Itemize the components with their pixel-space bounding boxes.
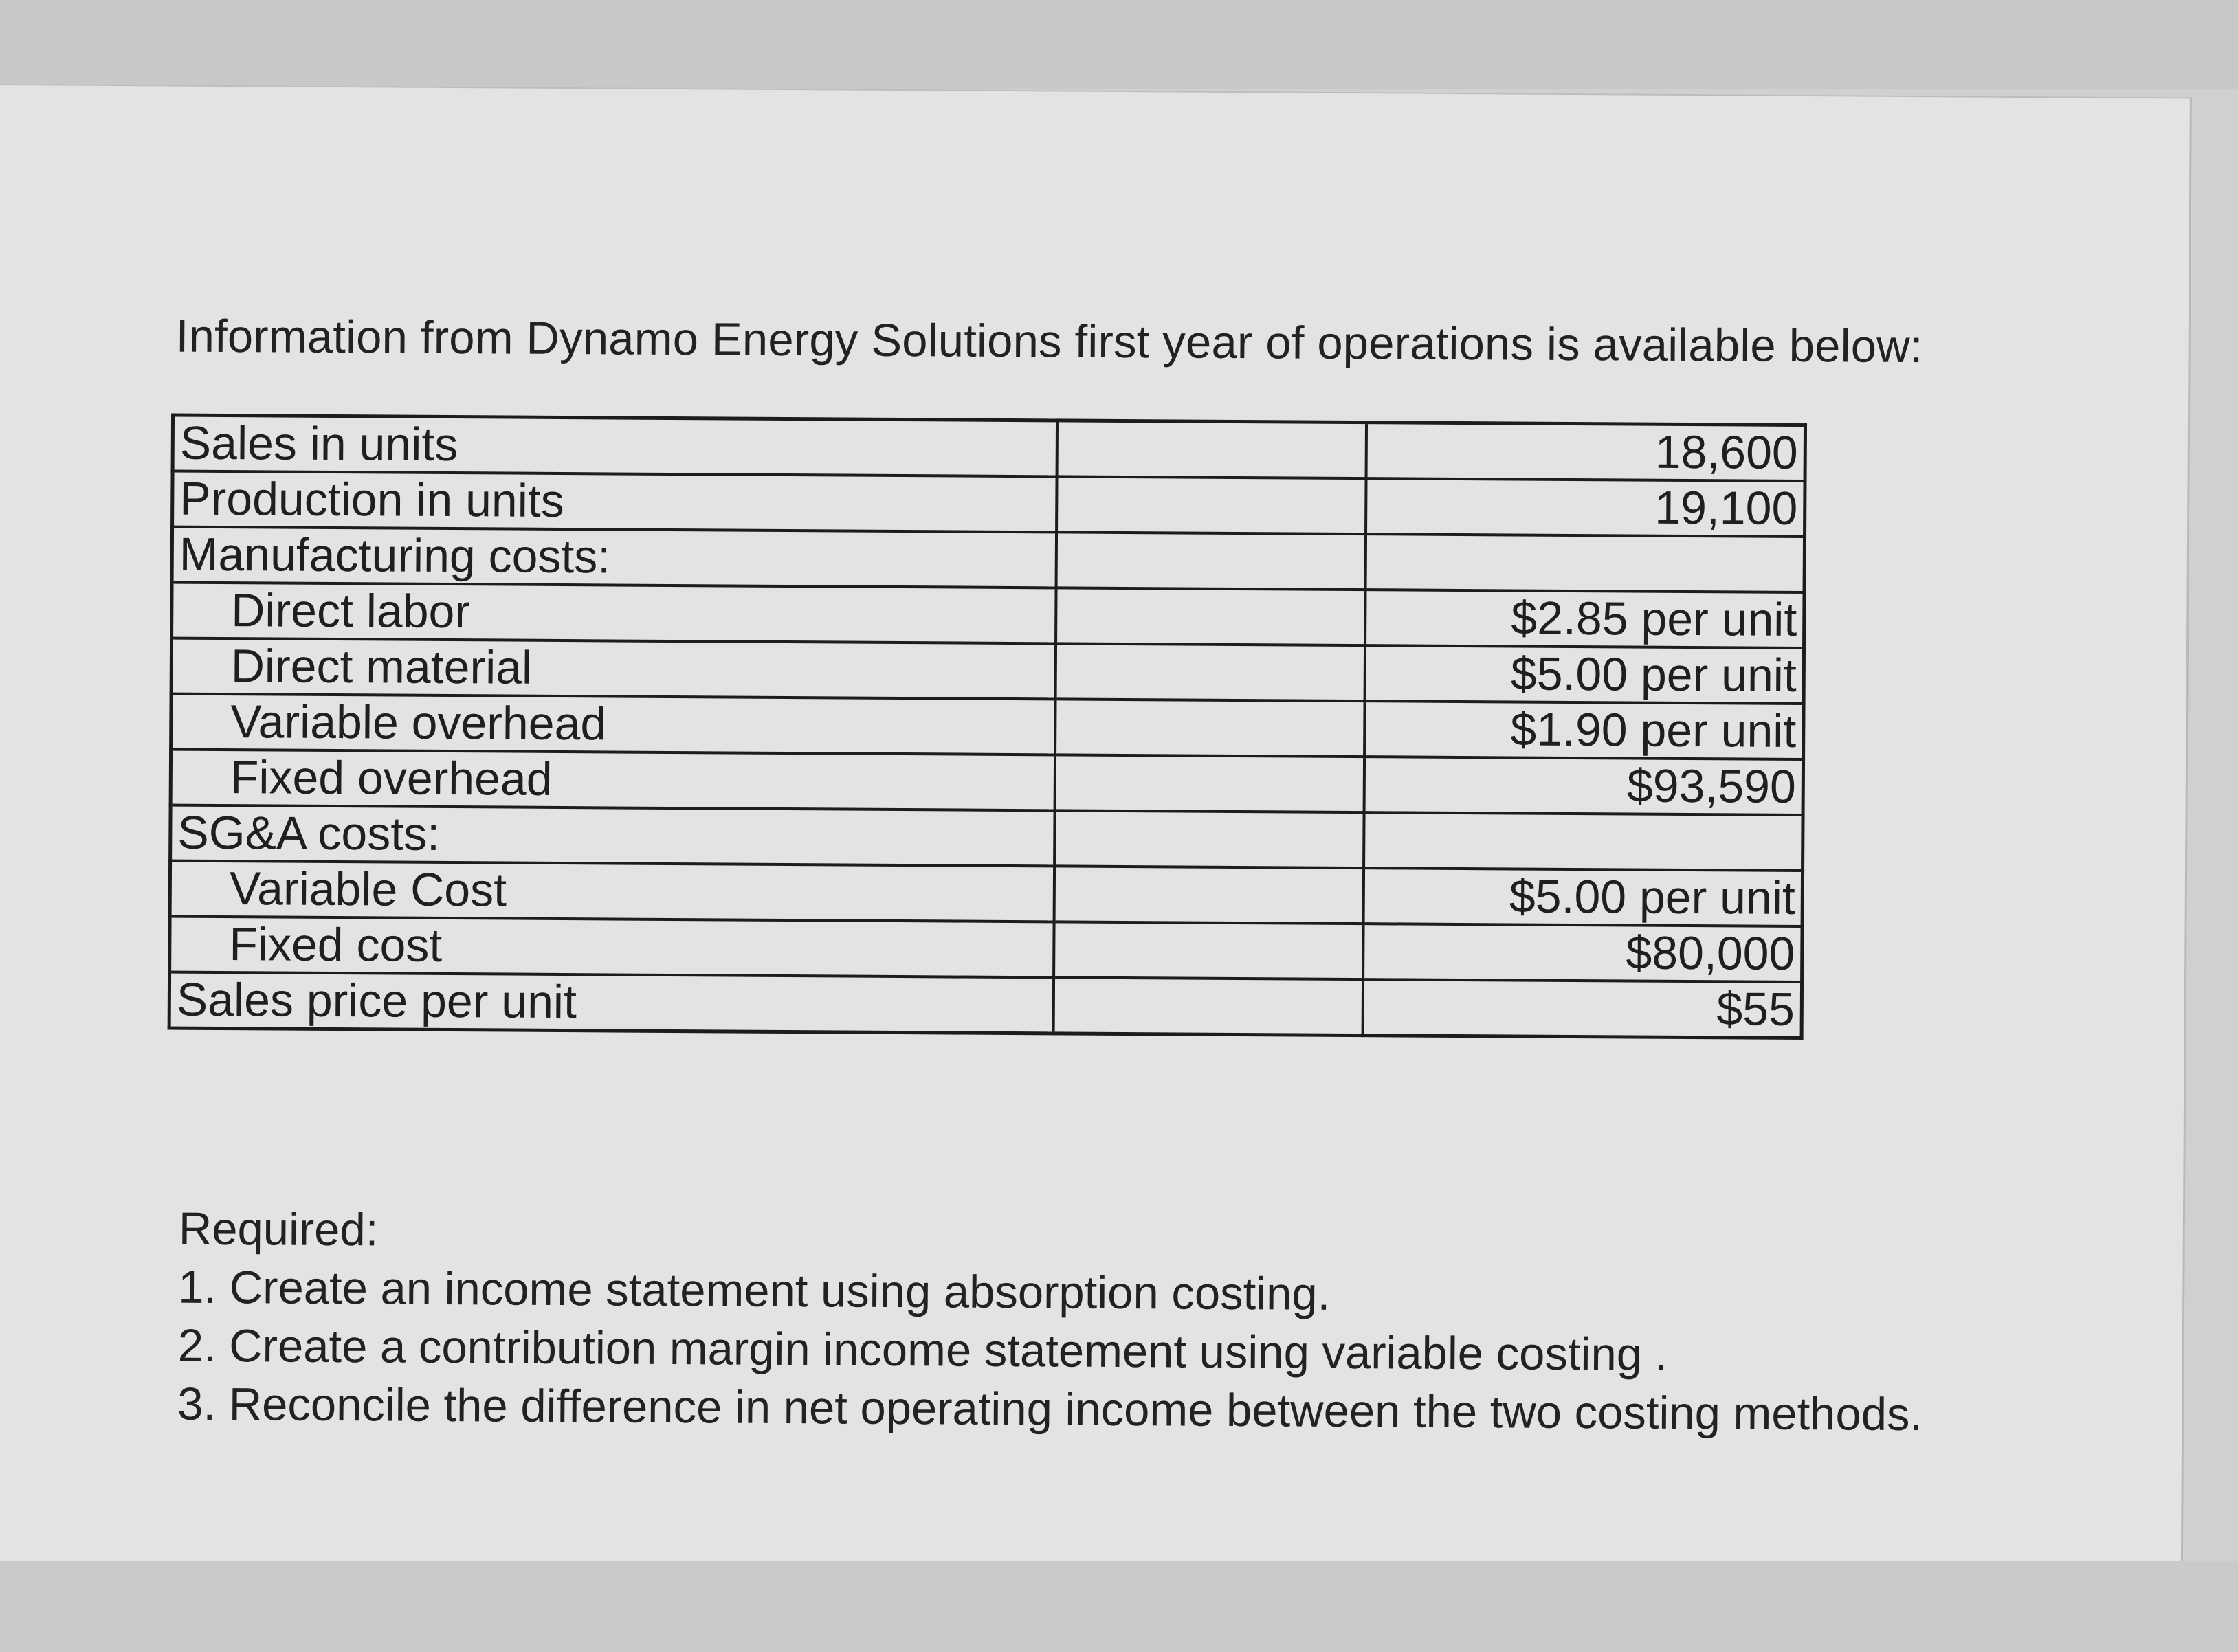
- row-spacer: [1054, 922, 1363, 979]
- table-row: [169, 972, 1802, 1038]
- row-spacer: [1056, 588, 1365, 645]
- photo-top-edge: [0, 0, 2238, 89]
- operations-data-table: [168, 414, 1807, 1040]
- row-value: $80,000: [1363, 924, 1802, 982]
- row-label: SG&A costs:: [170, 805, 1055, 867]
- row-value: [1364, 812, 1803, 871]
- row-value: $5.00 per unit: [1365, 645, 1804, 704]
- row-value: $55: [1363, 979, 1802, 1038]
- row-value: $93,590: [1364, 757, 1804, 815]
- required-item-3: 3. Reconcile the difference in net operating income between the two costing methods.: [177, 1378, 1923, 1441]
- row-spacer: [1055, 755, 1364, 812]
- required-section: [177, 1200, 1924, 1444]
- monitor-screen: [0, 84, 2192, 1578]
- row-spacer: [1054, 866, 1364, 924]
- row-label: Fixed cost: [170, 917, 1054, 978]
- row-spacer: [1056, 476, 1366, 534]
- row-value: $2.85 per unit: [1365, 590, 1804, 648]
- table-row: [170, 917, 1802, 983]
- row-label: Sales price per unit: [169, 972, 1054, 1034]
- row-value: $1.90 per unit: [1364, 701, 1804, 759]
- required-item-1: 1. Create an income statement using absorption costing.: [178, 1261, 1331, 1320]
- required-heading: Required:: [178, 1203, 379, 1256]
- row-value: 18,600: [1366, 423, 1806, 481]
- required-item-2: 2. Create a contribution margin income statement using variable costing .: [177, 1319, 1668, 1381]
- row-value: 19,100: [1366, 478, 1805, 537]
- table-row: [170, 805, 1803, 871]
- photo-bottom-edge: [0, 1561, 2238, 1652]
- table-row: [172, 527, 1804, 593]
- row-label: Sales in units: [173, 415, 1057, 476]
- row-spacer: [1054, 810, 1364, 868]
- row-label: Manufacturing costs:: [172, 527, 1056, 588]
- row-spacer: [1057, 421, 1366, 478]
- intro-text: Information from Dynamo Energy Solutions first year of operations is available below:: [175, 310, 1923, 373]
- row-value: $5.00 per unit: [1364, 868, 1803, 926]
- row-label: Direct labor: [172, 583, 1056, 644]
- row-value: [1366, 534, 1805, 592]
- row-label: Variable overhead: [171, 694, 1056, 755]
- table-row: [171, 694, 1804, 760]
- row-spacer: [1056, 643, 1365, 701]
- table-row: [172, 583, 1804, 649]
- row-spacer: [1056, 532, 1366, 590]
- table-row: [170, 750, 1803, 816]
- table-row: [173, 415, 1805, 481]
- row-label: Production in units: [173, 471, 1057, 533]
- row-spacer: [1054, 977, 1363, 1035]
- row-label: Direct material: [171, 638, 1056, 700]
- table-row: [173, 471, 1805, 537]
- row-label: Fixed overhead: [170, 750, 1055, 811]
- table-row: [171, 638, 1804, 704]
- row-spacer: [1055, 699, 1364, 757]
- table-row: [170, 861, 1802, 927]
- row-label: Variable Cost: [170, 861, 1054, 922]
